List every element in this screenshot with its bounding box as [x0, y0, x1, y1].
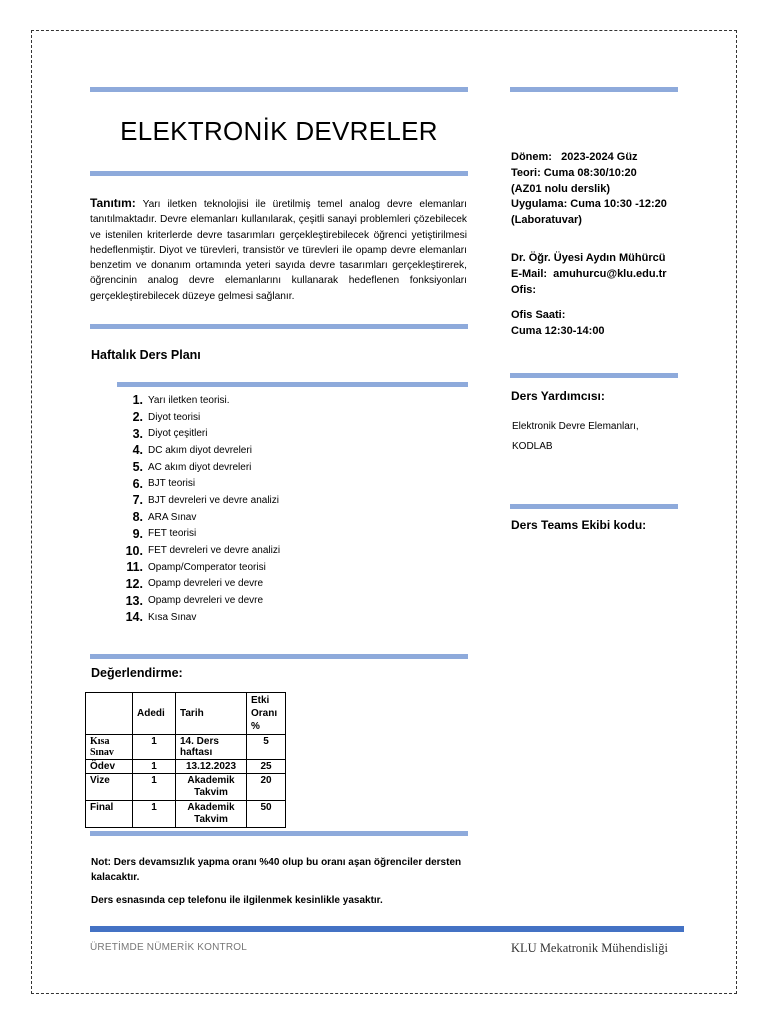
phone-note: Ders esnasında cep telefonu ile ilgilenmek kesinlikle yasaktır. — [91, 895, 383, 906]
divider-teams — [510, 504, 678, 509]
list-item: 9. FET teorisi — [132, 526, 197, 541]
instructor-name: Dr. Öğr. Üyesi Aydın Mühürcü — [511, 251, 666, 264]
list-item: 13. Opamp devreleri ve devre — [125, 593, 264, 608]
evaluation-heading: Değerlendirme: — [91, 666, 183, 680]
divider-plan — [117, 382, 468, 387]
divider-top-left — [90, 87, 468, 92]
divider-assistant — [510, 373, 678, 378]
intro-text: Yarı iletken teknolojisi ile üretilmiş temel analog devre elemanları tanıtılmaktadır. Devre elemanları kullanılarak, çeşitli sanayi problemleri çözebilecek ve istenilen kriterlerde devre tasarımları gerçekleştirebilecek öğrenci yetiştirilmesi hedeflenmiştir. Diyot ve türevleri, transistör ve türevleri ile opamp devre elemanları benzetim ve donanım ortamında yeteri sayıda devre tasarımları gerçekleştirerek, öğrencinin analog devre elemanlarını kullanarak hedeflenen fonksiyonları gerçekleştirebilecek düzeye gelmesi sağlanır. — [90, 199, 467, 302]
list-item: 1. Yarı iletken teorisi. — [132, 393, 230, 408]
list-item: 11. Opamp/Comperator teorisi — [126, 560, 266, 575]
course-info — [511, 150, 667, 340]
assistant-heading: Ders Yardımcısı: — [511, 389, 605, 403]
list-item: 7. BJT devreleri ve devre analizi — [132, 493, 279, 508]
list-item: 5. AC akım diyot devreleri — [132, 460, 252, 475]
office-hours-label: Ofis Saati: — [511, 309, 566, 322]
divider-footer — [90, 926, 684, 932]
plan-heading: Haftalık Ders Planı — [91, 348, 201, 362]
office-hours: Cuma 12:30-14:00 — [511, 325, 605, 338]
assistant-line-1: Elektronik Devre Elemanları, — [512, 421, 639, 432]
table-row: Ödev 1 13.12.2023 25 — [86, 760, 286, 774]
list-item: 3. Diyot çeşitleri — [132, 426, 208, 441]
assistant-text — [512, 417, 639, 457]
evaluation-table — [85, 692, 286, 828]
office-line: Ofis: — [511, 283, 537, 296]
intro-paragraph — [90, 196, 467, 304]
list-item: 6. BJT teorisi — [132, 476, 196, 491]
lab-line: (Laboratuvar) — [511, 214, 582, 227]
table-header-row: Adedi Tarih Etki Oranı % — [86, 693, 286, 735]
term-line: Dönem: 2023-2024 Güz — [511, 151, 638, 163]
list-item: 12. Opamp devreleri ve devre — [125, 576, 264, 591]
footer-department: KLU Mekatronik Mühendisliği — [511, 941, 668, 955]
table-row: Final 1 Akademik Takvim 50 — [86, 801, 286, 828]
page-title: ELEKTRONİK DEVRELER — [120, 116, 438, 146]
list-item: 4. DC akım diyot devreleri — [132, 443, 252, 458]
practice-line: Uygulama: Cuma 10:30 -12:20 — [511, 198, 667, 211]
divider-title — [90, 171, 468, 176]
list-item: 8. ARA Sınav — [132, 510, 197, 525]
assistant-line-2: KODLAB — [512, 441, 553, 452]
table-row: Kısa Sınav 1 14. Ders haftası 5 — [86, 735, 286, 760]
list-item: 14. Kısa Sınav — [125, 610, 197, 625]
room-line: (AZ01 nolu derslik) — [511, 182, 611, 195]
table-row: Vize 1 Akademik Takvim 20 — [86, 774, 286, 801]
plan-list — [117, 392, 280, 626]
divider-notes — [90, 831, 468, 836]
absence-note: Not: Ders devamsızlık yapma oranı %40 olup bu oranı aşan öğrenciler dersten kalacaktır. — [91, 857, 462, 883]
divider-top-right — [510, 87, 678, 92]
divider-evaluation — [90, 654, 468, 659]
list-item: 10. FET devreleri ve devre analizi — [125, 543, 281, 558]
divider-intro — [90, 324, 468, 329]
teams-heading: Ders Teams Ekibi kodu: — [511, 518, 647, 532]
intro-label: Tanıtım: — [90, 196, 136, 210]
footer-course-name: ÜRETİMDE NÜMERİK KONTROL — [90, 942, 248, 953]
list-item: 2. Diyot teorisi — [132, 410, 201, 425]
email-line: E-Mail: amuhurcu@klu.edu.tr — [511, 267, 667, 280]
theory-line: Teori: Cuma 08:30/10:20 — [511, 166, 637, 179]
